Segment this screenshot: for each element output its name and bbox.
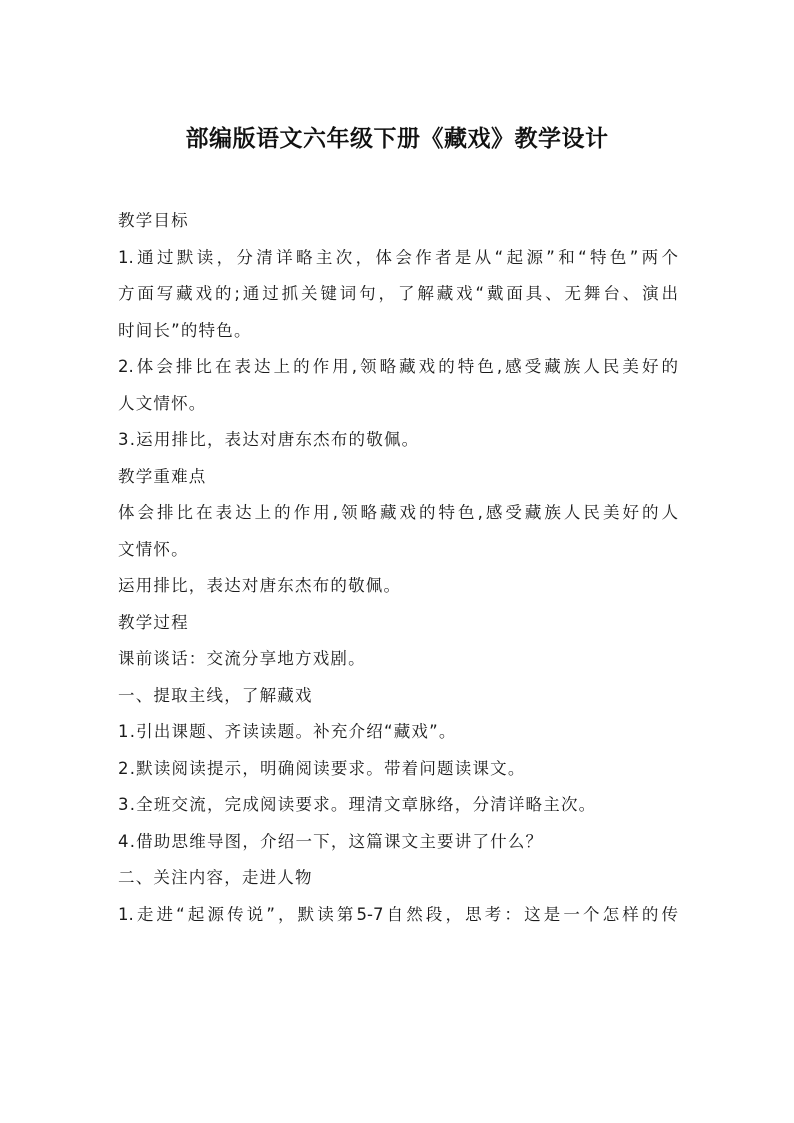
subsection-heading: 一、提取主线，了解藏戏 xyxy=(118,685,313,705)
paragraph-line: 3.全班交流，完成阅读要求。理清文章脉络，分清详略主次。 xyxy=(118,795,597,814)
subsection-heading: 二、关注内容，走进人物 xyxy=(118,868,313,887)
section-heading-objectives: 教学目标 xyxy=(118,211,189,230)
document-title: 部编版语文六年级下册《藏戏》教学设计 xyxy=(185,126,609,152)
paragraph-line: 3.运用排比，表达对唐东杰布的敬佩。 xyxy=(118,430,420,449)
paragraph-line: 文情怀。 xyxy=(118,539,189,559)
section-heading-key-points: 教学重难点 xyxy=(118,466,207,486)
paragraph-line: 2.默读阅读提示，明确阅读要求。带着问题读课文。 xyxy=(118,758,526,778)
paragraph-line: 体会排比在表达上的作用,领略藏戏的特色,感受藏族人民美好的人 xyxy=(118,503,678,522)
paragraph-line: 方面写藏戏的;通过抓关键词句，了解藏戏“戴面具、无舞台、演出 xyxy=(118,284,678,303)
section-heading-process: 教学过程 xyxy=(118,612,189,632)
paragraph-line: 1.引出课题、齐读读题。补充介绍“藏戏”。 xyxy=(118,722,457,741)
paragraph-line: 4.借助思维导图，介绍一下，这篇课文主要讲了什么？ xyxy=(118,831,544,851)
paragraph-line: 1.走进“起源传说”，默读第5-7自然段，思考：这是一个怎样的传 xyxy=(118,904,678,924)
paragraph-line: 1.通过默读，分清详略主次，体会作者是从“起源”和“特色”两个 xyxy=(118,247,678,267)
paragraph-line: 人文情怀。 xyxy=(118,393,207,413)
paragraph-line: 2.体会排比在表达上的作用,领略藏戏的特色,感受藏族人民美好的 xyxy=(118,357,678,376)
paragraph-line: 运用排比，表达对唐东杰布的敬佩。 xyxy=(118,576,402,595)
document-body xyxy=(118,203,678,933)
paragraph-line: 时间长”的特色。 xyxy=(118,320,252,340)
paragraph-line: 课前谈话：交流分享地方戏剧。 xyxy=(118,649,366,668)
